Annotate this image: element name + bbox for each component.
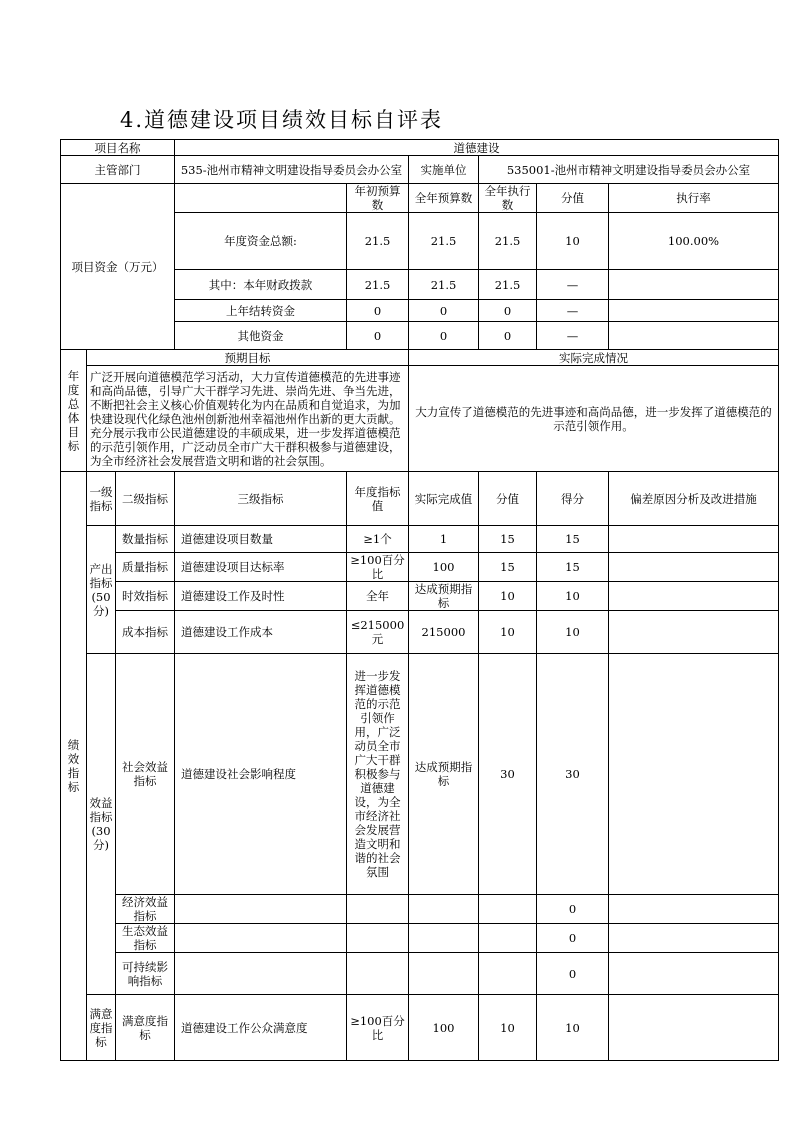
satisfaction-indicator-label: 满意度指标 [87, 995, 116, 1061]
l2-indicator: 成本指标 [116, 611, 175, 654]
actual-value [409, 895, 479, 924]
note [609, 553, 779, 582]
score: 15 [537, 526, 609, 553]
expected-goal-text: 广泛开展向道德模范学习活动，大力宣传道德模范的先进事迹和高尚品德，引导广大干群学习先进、崇尚先进、争当先进，不断把社会主义核心价值观转化为内在品质和自觉追求，为加快建设现代化绿色池州创新池州幸福池州作出新的更大贡献。充分展示我市公民道德建设的丰硕成果，进一步发挥道德模范的示范引领作用，广泛动员全市广大干群积极参与道德建设，为全市经济社会发展营造文明和谐的社会氛围。 [87, 366, 409, 472]
score-value: 10 [479, 995, 537, 1061]
funds-cell: 0 [479, 300, 537, 322]
funds-cell: — [537, 300, 609, 322]
funds-cell: 21.5 [409, 270, 479, 300]
funds-header: 全年预算数 [409, 184, 479, 213]
impl-label: 实施单位 [409, 156, 479, 184]
actual-value: 达成预期指标 [409, 654, 479, 895]
score: 30 [537, 654, 609, 895]
dept-value: 535-池州市精神文明建设指导委员会办公室 [175, 156, 409, 184]
note [609, 526, 779, 553]
target-value: 全年 [347, 582, 409, 611]
expected-goal-header: 预期目标 [87, 350, 409, 366]
score: 10 [537, 611, 609, 654]
perf-header: 一级指标 [87, 472, 116, 526]
perf-header: 二级指标 [116, 472, 175, 526]
funds-row-label: 其他资金 [175, 322, 347, 350]
target-value: ≥1个 [347, 526, 409, 553]
l3-indicator [175, 953, 347, 995]
actual-value: 1 [409, 526, 479, 553]
funds-cell [609, 300, 779, 322]
funds-header: 全年执行数 [479, 184, 537, 213]
l2-indicator: 生态效益指标 [116, 924, 175, 953]
score: 10 [537, 582, 609, 611]
l2-indicator: 数量指标 [116, 526, 175, 553]
score: 0 [537, 924, 609, 953]
actual-result-text: 大力宣传了道德模范的先进事迹和高尚品德，进一步发挥了道德模范的示范引领作用。 [409, 366, 779, 472]
funds-label: 项目资金（万元） [61, 184, 175, 350]
funds-cell: 0 [347, 322, 409, 350]
note [609, 582, 779, 611]
note [609, 895, 779, 924]
note [609, 611, 779, 654]
note [609, 953, 779, 995]
funds-cell: 21.5 [409, 213, 479, 270]
dept-label: 主管部门 [61, 156, 175, 184]
score-value: 15 [479, 526, 537, 553]
score-value: 10 [479, 582, 537, 611]
funds-row-label: 其中：本年财政拨款 [175, 270, 347, 300]
score: 0 [537, 895, 609, 924]
target-value: ≥100百分比 [347, 995, 409, 1061]
actual-value [409, 924, 479, 953]
actual-value: 100 [409, 995, 479, 1061]
note [609, 924, 779, 953]
perf-header: 实际完成值 [409, 472, 479, 526]
project-name: 道德建设 [175, 140, 779, 156]
benefit-indicator-label: 效益指标(30分) [87, 654, 116, 995]
l3-indicator [175, 895, 347, 924]
project-name-label: 项目名称 [61, 140, 175, 156]
funds-cell [609, 322, 779, 350]
funds-cell: 0 [409, 300, 479, 322]
funds-cell: 21.5 [347, 270, 409, 300]
target-value: 进一步发挥道德模范的示范引领作用，广泛动员全市广大干群积极参与道德建设，为全市经济社会发展营造文明和谐的社会氛围 [347, 654, 409, 895]
funds-cell: 100.00% [609, 213, 779, 270]
funds-cell: 0 [347, 300, 409, 322]
target-value [347, 895, 409, 924]
target-value [347, 953, 409, 995]
funds-cell: 21.5 [347, 213, 409, 270]
l3-indicator: 道德建设工作公众满意度 [175, 995, 347, 1061]
funds-cell [609, 270, 779, 300]
l2-indicator: 可持续影响指标 [116, 953, 175, 995]
funds-cell: 0 [409, 322, 479, 350]
perf-header: 分值 [479, 472, 537, 526]
goals-label: 年度总体目标 [61, 350, 87, 472]
score-value [479, 953, 537, 995]
l3-indicator: 道德建设工作及时性 [175, 582, 347, 611]
score: 0 [537, 953, 609, 995]
score-value [479, 924, 537, 953]
funds-row-label: 年度资金总额: [175, 213, 347, 270]
funds-cell: — [537, 270, 609, 300]
funds-cell: 21.5 [479, 213, 537, 270]
l3-indicator: 道德建设社会影响程度 [175, 654, 347, 895]
note [609, 995, 779, 1061]
perf-label: 绩效指标 [61, 472, 87, 1061]
target-value: ≤215000元 [347, 611, 409, 654]
note [609, 654, 779, 895]
funds-header: 分值 [537, 184, 609, 213]
l3-indicator [175, 924, 347, 953]
target-value: ≥100百分比 [347, 553, 409, 582]
score: 15 [537, 553, 609, 582]
l2-indicator: 时效指标 [116, 582, 175, 611]
l3-indicator: 道德建设工作成本 [175, 611, 347, 654]
l2-indicator: 社会效益指标 [116, 654, 175, 895]
funds-header-blank [175, 184, 347, 213]
actual-result-header: 实际完成情况 [409, 350, 779, 366]
l3-indicator: 道德建设项目数量 [175, 526, 347, 553]
actual-value: 100 [409, 553, 479, 582]
perf-header: 得分 [537, 472, 609, 526]
l2-indicator: 质量指标 [116, 553, 175, 582]
score: 10 [537, 995, 609, 1061]
funds-cell: 0 [479, 322, 537, 350]
actual-value: 达成预期指标 [409, 582, 479, 611]
funds-cell: 21.5 [479, 270, 537, 300]
funds-row-label: 上年结转资金 [175, 300, 347, 322]
funds-cell: 10 [537, 213, 609, 270]
score-value: 15 [479, 553, 537, 582]
target-value [347, 924, 409, 953]
actual-value [409, 953, 479, 995]
actual-value: 215000 [409, 611, 479, 654]
funds-header: 年初预算数 [347, 184, 409, 213]
score-value [479, 895, 537, 924]
evaluation-table [60, 139, 779, 1061]
page-title: 4.道德建设项目绩效目标自评表 [120, 108, 444, 132]
l3-indicator: 道德建设项目达标率 [175, 553, 347, 582]
impl-value: 535001-池州市精神文明建设指导委员会办公室 [479, 156, 779, 184]
perf-header: 三级指标 [175, 472, 347, 526]
l2-indicator: 满意度指标 [116, 995, 175, 1061]
funds-header: 执行率 [609, 184, 779, 213]
perf-header: 偏差原因分析及改进措施 [609, 472, 779, 526]
output-indicator-label: 产出指标(50分) [87, 526, 116, 654]
l2-indicator: 经济效益指标 [116, 895, 175, 924]
score-value: 30 [479, 654, 537, 895]
funds-cell: — [537, 322, 609, 350]
perf-header: 年度指标值 [347, 472, 409, 526]
score-value: 10 [479, 611, 537, 654]
